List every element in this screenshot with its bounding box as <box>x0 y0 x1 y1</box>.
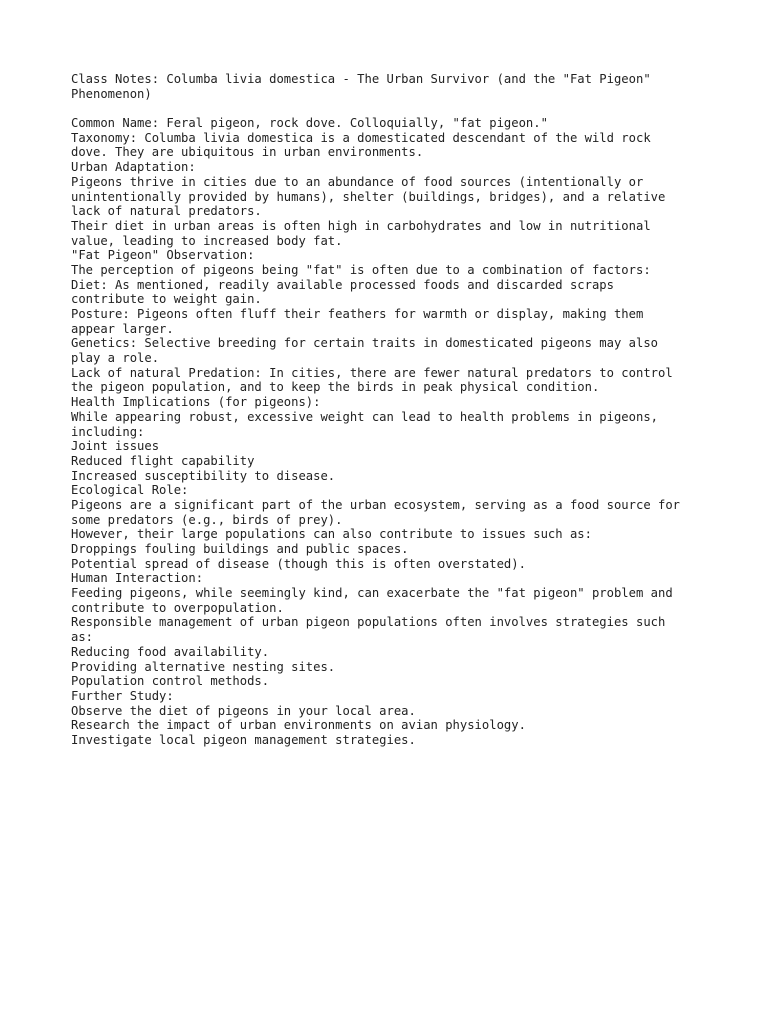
body-line: as: <box>71 630 94 645</box>
body-line: Lack of natural Predation: In cities, there are fewer natural predators to control <box>71 365 673 380</box>
body-line: Feeding pigeons, while seemingly kind, can exacerbate the "fat pigeon" problem and <box>71 586 673 601</box>
body-line: Pigeons thrive in cities due to an abundance of food sources (intentionally or <box>71 174 644 189</box>
body-line: appear larger. <box>71 321 174 336</box>
title-line: Phenomenon) <box>71 86 152 101</box>
body-line: play a role. <box>71 351 160 366</box>
title-line: Class Notes: Columba livia domestica - The Urban Survivor (and the "Fat Pigeon" <box>71 72 651 86</box>
document-body <box>71 116 711 748</box>
body-line: Pigeons are a significant part of the urban ecosystem, serving as a food source for <box>71 497 681 512</box>
body-line: some predators (e.g., birds of prey). <box>71 512 343 527</box>
body-line: Genetics: Selective breeding for certain traits in domesticated pigeons may also <box>71 336 658 351</box>
list-item: Joint issues <box>71 439 160 454</box>
document-title <box>71 72 711 101</box>
section-heading: Urban Adaptation: <box>71 160 196 175</box>
body-line: value, leading to increased body fat. <box>71 233 343 248</box>
section-heading: Further Study: <box>71 688 174 703</box>
list-item: Reduced flight capability <box>71 453 255 468</box>
list-item: Observe the diet of pigeons in your local area. <box>71 703 416 718</box>
document-page <box>71 72 711 748</box>
list-item: Droppings fouling buildings and public spaces. <box>71 542 409 556</box>
body-line: The perception of pigeons being "fat" is often due to a combination of factors: <box>71 262 651 277</box>
body-line: However, their large populations can also contribute to issues such as: <box>71 527 592 542</box>
body-line: Posture: Pigeons often fluff their feathers for warmth or display, making them <box>71 307 644 321</box>
body-line: While appearing robust, excessive weight can lead to health problems in pigeons, <box>71 409 658 424</box>
list-item: Providing alternative nesting sites. <box>71 659 336 674</box>
body-line: lack of natural predators. <box>71 204 262 219</box>
list-item: Research the impact of urban environments on avian physiology. <box>71 718 526 733</box>
section-heading: Ecological Role: <box>71 483 189 498</box>
list-item: Population control methods. <box>71 674 270 689</box>
list-item: Increased susceptibility to disease. <box>71 468 336 483</box>
body-line: contribute to weight gain. <box>71 292 262 307</box>
section-heading: Human Interaction: <box>71 571 204 586</box>
list-item: Potential spread of disease (though this is often overstated). <box>71 556 526 571</box>
body-line: contribute to overpopulation. <box>71 600 284 615</box>
list-item: Investigate local pigeon management strategies. <box>71 732 416 747</box>
body-line: dove. They are ubiquitous in urban environments. <box>71 145 424 160</box>
body-line: Diet: As mentioned, readily available processed foods and discarded scraps <box>71 277 614 292</box>
body-line: Common Name: Feral pigeon, rock dove. Colloquially, "fat pigeon." <box>71 116 548 131</box>
section-heading: "Fat Pigeon" Observation: <box>71 248 255 263</box>
body-line: unintentionally provided by humans), shelter (buildings, bridges), and a relative <box>71 189 666 204</box>
body-line: Their diet in urban areas is often high in carbohydrates and low in nutritional <box>71 218 651 233</box>
spacer <box>71 101 711 116</box>
body-line: the pigeon population, and to keep the birds in peak physical condition. <box>71 380 600 395</box>
body-line: including: <box>71 424 145 439</box>
section-heading: Health Implications (for pigeons): <box>71 395 321 410</box>
body-line: Responsible management of urban pigeon populations often involves strategies such <box>71 615 666 630</box>
body-line: Taxonomy: Columba livia domestica is a domesticated descendant of the wild rock <box>71 130 651 145</box>
list-item: Reducing food availability. <box>71 644 270 659</box>
